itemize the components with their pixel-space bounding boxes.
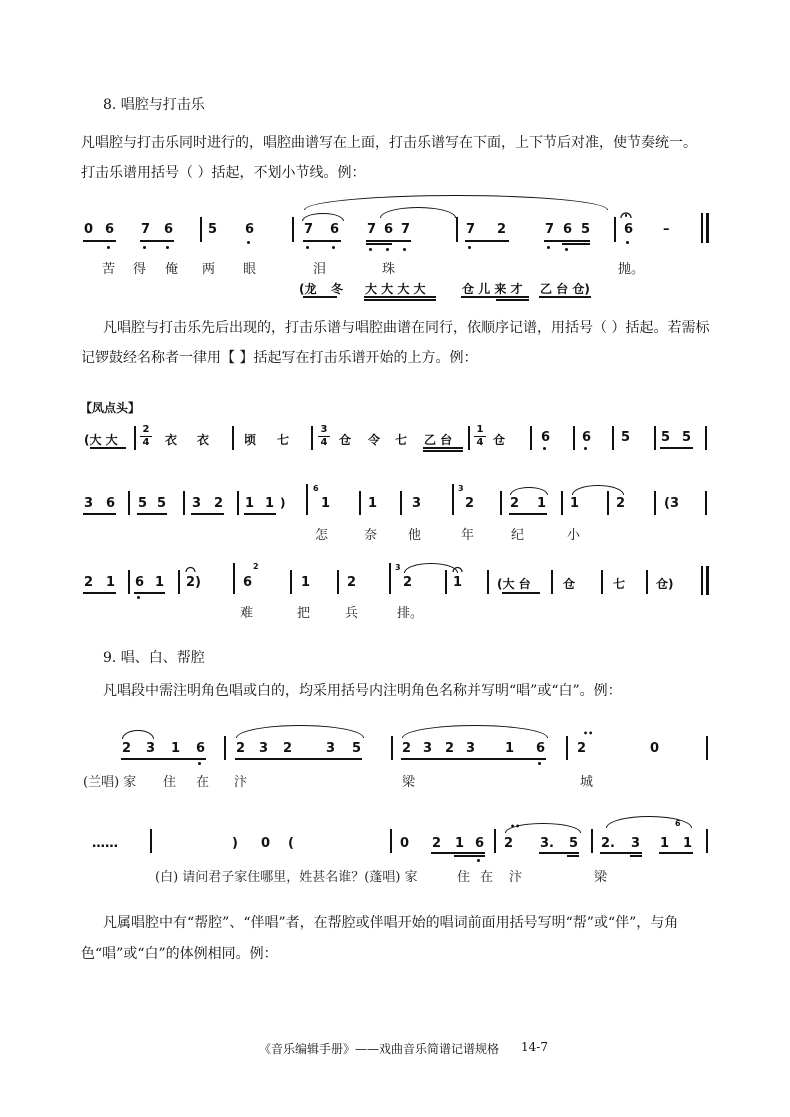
gong-drum-label: 【凤点头】 [80, 401, 141, 415]
lyric: 城 [580, 775, 594, 790]
section-heading-8: 8. 唱腔与打击乐 [103, 97, 205, 113]
lyric: 他 [408, 528, 422, 543]
lyric: 在 [196, 775, 210, 790]
percussion-syllable: 仓) [656, 577, 674, 591]
paragraph: 记锣鼓经名称者一律用【 】括起写在打击乐谱开始的上方。例： [81, 350, 478, 366]
lyric: 汴 [234, 775, 248, 790]
paragraph: 凡唱腔与打击乐先后出现的，打击乐谱与唱腔曲谱在同行，依顺序记谱，用括号（ ）括起。若需标 [103, 320, 710, 336]
percussion-syllable: 七 [277, 433, 290, 447]
lyric: 排。 [397, 606, 424, 621]
percussion-syllable: (龙 [299, 282, 317, 296]
percussion-syllable: 大 大 大 大 [365, 282, 426, 296]
page-footer-title: 《音乐编辑手册》——戏曲音乐简谱记谱规格 [259, 1042, 500, 1056]
percussion-syllable: 顷 [244, 433, 257, 447]
percussion-syllable: (大 台 [497, 577, 531, 591]
lyric: 怎 [315, 528, 329, 543]
percussion-syllable: 衣 [165, 433, 178, 447]
percussion-syllable: 仓 [563, 577, 576, 591]
paragraph: 凡属唱腔中有“帮腔”、“伴唱”者，在帮腔或伴唱开始的唱词前面用括号写明“帮”或“伴”，与角 [103, 915, 679, 931]
lyric: (白) 请问君子家住哪里，姓甚名谁？(蓬唱) 家 [155, 870, 418, 885]
lyric: 住 [163, 775, 177, 790]
lyric: 纪 [511, 528, 525, 543]
percussion-syllable: 仓 [339, 433, 352, 447]
paragraph: 色“唱”或“白”的体例相同。例： [81, 946, 278, 962]
lyric: 俺 [165, 262, 179, 277]
lyric: 泪 [313, 262, 327, 277]
paragraph: 打击乐谱用括号（ ）括起，不划小节线。例： [81, 165, 366, 181]
percussion-syllable: 七 [395, 433, 408, 447]
lyric: 住 [457, 870, 471, 885]
lyric: (兰唱) 家 [83, 775, 137, 790]
page-number: 14-7 [521, 1040, 548, 1054]
percussion-syllable: 仓 [493, 433, 506, 447]
lyric: 两 [202, 262, 216, 277]
lyric: 奈 [364, 528, 378, 543]
lyric: 抛。 [618, 262, 645, 277]
percussion-syllable: 令 [368, 433, 381, 447]
lyric: 在 [480, 870, 494, 885]
lyric: 难 [240, 606, 254, 621]
section-heading-9: 9. 唱、白、帮腔 [103, 650, 205, 666]
percussion-syllable: 乙 台 仓) [540, 282, 590, 296]
lyric: 眼 [243, 262, 257, 277]
lyric: 珠 [382, 262, 396, 277]
percussion-syllable: 乙 台 [424, 433, 453, 447]
percussion-syllable: (大 大 [84, 433, 118, 447]
lyric: 汴 [509, 870, 523, 885]
percussion-syllable: 冬 [331, 282, 344, 296]
lyric: 兵 [345, 606, 359, 621]
percussion-syllable: 衣 [197, 433, 210, 447]
lyric: 年 [461, 528, 475, 543]
lyric: 苦 [102, 262, 116, 277]
paragraph: 凡唱腔与打击乐同时进行的，唱腔曲谱写在上面，打击乐谱写在下面，上下节后对准，使节奏统一。 [81, 135, 697, 151]
paragraph: 凡唱段中需注明角色唱或白的，均采用括号内注明角色名称并写明“唱”或“白”。例： [103, 683, 622, 699]
lyric: 梁 [594, 870, 608, 885]
lyric: 梁 [402, 775, 416, 790]
lyric: 把 [297, 606, 311, 621]
lyric: 小 [567, 528, 581, 543]
percussion-syllable: 七 [613, 577, 626, 591]
lyric: 得 [133, 262, 147, 277]
percussion-syllable: 仓 儿 来 才 [462, 282, 523, 296]
